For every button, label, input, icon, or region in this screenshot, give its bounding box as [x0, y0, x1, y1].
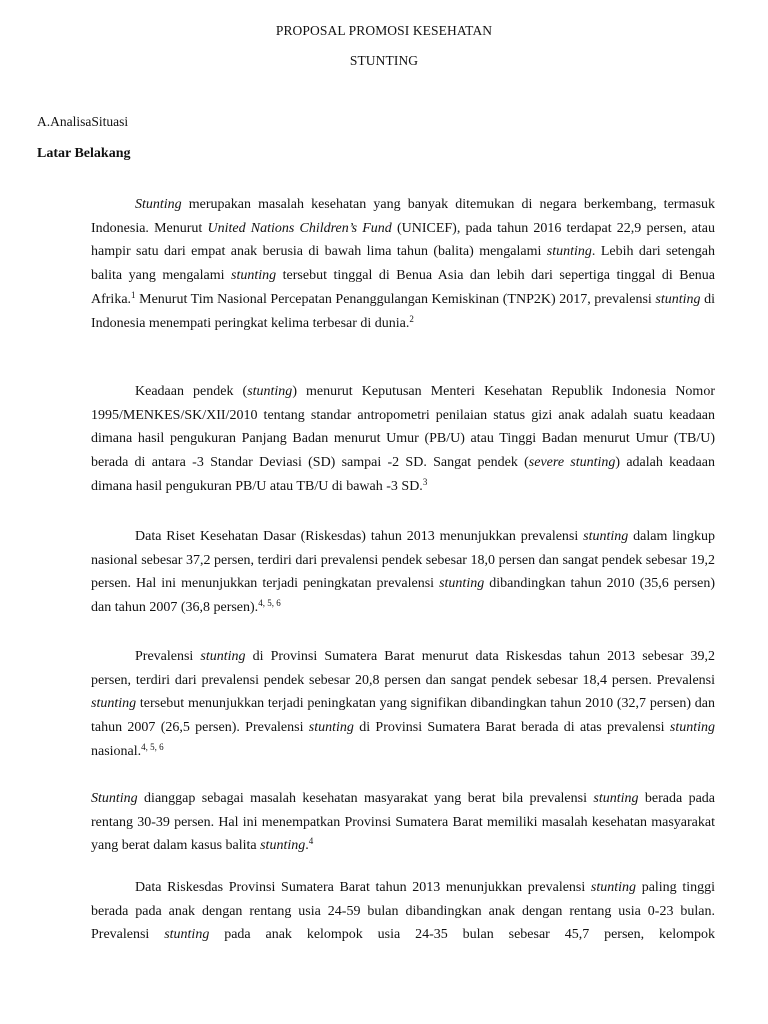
document-subtitle: STUNTING	[349, 53, 419, 68]
document-title: PROPOSAL PROMOSI KESEHATAN	[275, 23, 493, 38]
paragraph-1: Stunting merupakan masalah kesehatan yang banyak ditemukan di negara berkembang, termasuk Indonesia. Menurut United Nations Children’s Fund (UNICEF), pada tahun 2016 terdapat 22,9 persen, atau hampir satu dari empat anak berusia di bawah lima tahun (balita) mengalami stunting. Lebih dari setengah balita yang mengalami stunting tersebut tinggal di Benua Asia dan lebih dari sepertiga tinggal di Benua Afrika.$^1$ Menurut Tim Nasional Percepatan Penanggulangan Kemiskinan (TNP2K) 2017, prevalensi stunting di Indonesia menempati peringkat kelima terbesar di dunia.$^2$	[91, 197, 716, 331]
section-label: A.AnalisaSituasi	[37, 114, 129, 129]
footnote-ref: 4	[308, 836, 314, 847]
footnote-ref: 1	[131, 289, 136, 300]
paragraph-4: Prevalensi stunting di Provinsi Sumatera Barat menurut data Riskesdas tahun 2013 sebesar 39,2 persen, terdiri dari prevalensi pendek sebesar 20,8 persen dan sangat pendek sebesar 18,4 persen. Prevalensi stunting tersebut menunjukkan terjadi peningkatan yang signifikan dibandingkan tahun 2010 (32,7 persen) dan tahun 2007 (26,5 persen). Prevalensi stunting di Provinsi Sumatera Barat berada di atas prevalensi stunting nasional.$^{4, 5, 6}$	[91, 649, 715, 759]
footnote-ref: 2	[409, 313, 414, 324]
footnote-ref: 3	[422, 476, 428, 487]
footnote-ref: 4, 5, 6	[258, 598, 281, 609]
paragraph-2: Keadaan pendek (stunting) menurut Keputusan Menteri Kesehatan Republik Indonesia Nomor 1995/MENKES/SK/XII/2010 tentang standar antropometri penilaian status gizi anak adalah suatu keadaan dimana hasil pengukuran Panjang Badan menurut Umur (PB/U) atau Tinggi Badan menurut Umur (TB/U) berada di antara -3 Standar Deviasi (SD) sampai -2 SD. Sangat pendek (severe stunting) adalah keadaan dimana hasil pengukuran PB/U atau TB/U di bawah -3 SD.$^3$	[91, 384, 715, 494]
section-heading: Latar Belakang	[37, 146, 131, 161]
paragraph-6: Data Riskesdas Provinsi Sumatera Barat tahun 2013 menunjukkan prevalensi stunting paling tinggi berada pada anak dengan rentang usia 24-59 bulan dibandingkan anak dengan rentang usia 0-23 bulan. Prevalensi stunting pada anak kelompok usia 24-35 bulan sebesar 45,7 persen, kelompok	[91, 880, 715, 943]
footnote-ref: 4, 5, 6	[141, 741, 164, 752]
paragraph-5: Stunting dianggap sebagai masalah kesehatan masyarakat yang berat bila prevalensi stunting berada pada rentang 30-39 persen. Hal ini menempatkan Provinsi Sumatera Barat memiliki masalah kesehatan masyarakat yang berat dalam kasus balita stunting.$^4$	[91, 791, 716, 854]
paragraph-3: Data Riset Kesehatan Dasar (Riskesdas) tahun 2013 menunjukkan prevalensi stunting dalam lingkup nasional sebesar 37,2 persen, terdiri dari prevalensi pendek sebesar 18,0 persen dan sangat pendek sebesar 19,2 persen. Hal ini menunjukkan terjadi peningkatan prevalensi stunting dibandingkan tahun 2010 (35,6 persen) dan tahun 2007 (36,8 persen).$^{4, 5, 6}$	[91, 529, 715, 616]
